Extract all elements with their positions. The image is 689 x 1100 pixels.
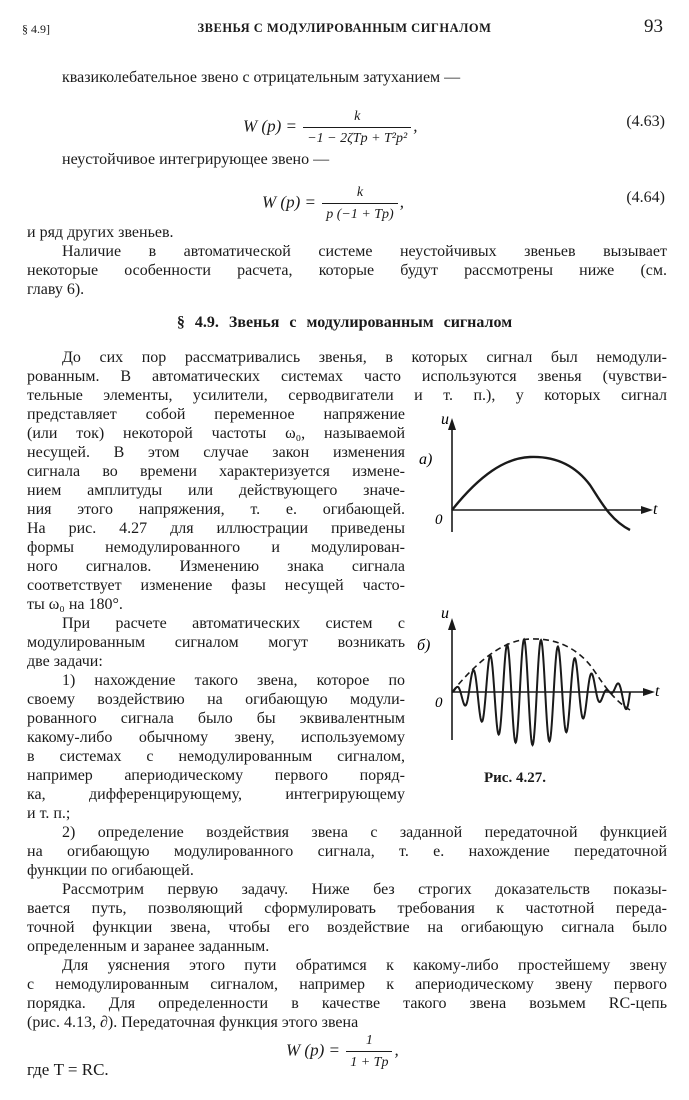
figure-4-27 bbox=[405, 400, 675, 770]
denominator: p (−1 + Tp) bbox=[322, 203, 398, 224]
figure-b bbox=[417, 605, 660, 745]
arrow-up-icon bbox=[448, 418, 456, 430]
text-line: рованным. В автоматических системах часто используются звенья (чувстви- bbox=[27, 368, 667, 385]
text-line: Для уяснения этого пути обратимся к какому-либо простейшему звену bbox=[62, 957, 667, 974]
text-line: ния этого напряжения, т. е. огибающей. bbox=[27, 501, 405, 518]
fraction bbox=[303, 107, 411, 148]
text-line: 1) нахождение такого звена, которое по bbox=[62, 672, 405, 689]
text-line: сигнала во времени характеризуется измене- bbox=[27, 463, 405, 480]
text-line: где T = RC. bbox=[27, 1060, 109, 1079]
text-line: какому-либо обычному звену, используемому bbox=[27, 729, 405, 746]
numerator: 1 bbox=[365, 1033, 373, 1048]
text-line: например апериодическому первого поряд- bbox=[27, 767, 405, 784]
formula-rc: W (p) = $\frac{1}{1 + Tp}$ , bbox=[286, 1033, 399, 1070]
text-line: определенным и заранее заданным. bbox=[27, 938, 270, 955]
header-section-ref: § 4.9] bbox=[22, 22, 50, 36]
figure-caption: Рис. 4.27. bbox=[484, 770, 546, 786]
formula-lhs: W (p) = bbox=[262, 192, 316, 212]
text-line: ка, дифференцирующему, интегрирующему bbox=[27, 786, 405, 803]
text-line: модулированным сигналом могут возникать bbox=[27, 634, 405, 651]
text-line: (рис. 4.13, ∂). Передаточная функция этого звена bbox=[27, 1014, 359, 1031]
numerator: k bbox=[354, 109, 361, 124]
text-line: При расчете автоматических систем с bbox=[62, 615, 405, 632]
formula-lhs: W (p) = bbox=[286, 1040, 340, 1060]
text-line: функции по огибающей. bbox=[27, 862, 194, 879]
text-line: некоторые особенности расчета, которые будут рассмотрены ниже (см. bbox=[27, 262, 667, 279]
text-line: 2) определение воздействия звена с заданной передаточной функцией bbox=[62, 824, 667, 841]
text-line: тельные элементы, усилители, серводвигатели и т. п.), у которых сигнал bbox=[27, 387, 667, 404]
t-label-b: t bbox=[655, 683, 660, 700]
text-line: квазиколебательное звено с отрицательным затуханием — bbox=[62, 69, 461, 86]
formula-4-63: W (p) = $\frac{k}{\text{−1 − 2ζTp + T²p²}}$ , bbox=[243, 109, 418, 146]
label-a: а) bbox=[419, 451, 433, 468]
t-label-a: t bbox=[653, 501, 658, 518]
text-line: точной функции звена, чтобы его воздействие на огибающую сигнала было bbox=[27, 919, 667, 936]
zero-label-a: 0 bbox=[435, 512, 443, 528]
text-line: (или ток) некоторой частоты ω₀, называемой bbox=[27, 425, 405, 442]
header-title: ЗВЕНЬЯ С МОДУЛИРОВАННЫМ СИГНАЛОМ bbox=[197, 21, 492, 35]
fraction bbox=[346, 1031, 392, 1072]
denominator: −1 − 2ζTp + T²p² bbox=[303, 127, 411, 148]
text-line: две задачи: bbox=[27, 653, 103, 670]
zero-label-b: 0 bbox=[435, 695, 443, 711]
formula-4-64: W (p) = $\frac{k}{p (-1 + Tp)}$ , bbox=[262, 185, 404, 222]
text-line: Рассмотрим первую задачу. Ниже без строгих доказательств показы- bbox=[62, 881, 667, 898]
section-heading: § 4.9. Звенья с модулированным сигналом bbox=[176, 314, 513, 331]
text-line: с немодулированным сигналом, например к апериодическому звену первого bbox=[27, 976, 667, 993]
text-line: порядка. Для определенности в качестве такого звена возьмем RC-цепь bbox=[27, 995, 667, 1012]
formula-lhs: W (p) = bbox=[243, 116, 297, 136]
text-line: главу 6). bbox=[27, 281, 85, 298]
text-line: вается путь, позволяющий сформулировать требования к частотной переда- bbox=[27, 900, 667, 917]
arrow-right-icon bbox=[641, 506, 653, 514]
label-b: б) bbox=[417, 637, 431, 654]
text-line: На рис. 4.27 для иллюстрации приведены bbox=[27, 520, 405, 537]
figure-a bbox=[419, 411, 658, 532]
u-label-b: u bbox=[441, 605, 449, 622]
u-label-a: u bbox=[441, 411, 449, 428]
text-line: неустойчивое интегрирующее звено — bbox=[62, 151, 330, 168]
arrow-right-icon bbox=[643, 688, 655, 696]
text-line: формы немодулированного и модулирован- bbox=[27, 539, 405, 556]
text-line: в системах с немодулированным сигналом, bbox=[27, 748, 405, 765]
text-line: ного сигналов. Изменению знака сигнала bbox=[27, 558, 405, 575]
envelope-curve-a bbox=[452, 457, 630, 530]
text-line: и ряд других звеньев. bbox=[27, 224, 174, 241]
text-line: своему воздействию на огибающую модули- bbox=[27, 691, 405, 708]
numerator: k bbox=[356, 185, 364, 200]
page-number: 93 bbox=[644, 16, 663, 37]
text-line: рованного сигнала было бы эквивалентным bbox=[27, 710, 405, 727]
fraction bbox=[322, 183, 398, 224]
text-line: несущей. В этом случае закон изменения bbox=[27, 444, 405, 461]
text-line: представляет собой переменное напряжение bbox=[27, 406, 405, 423]
equation-number: (4.63) bbox=[626, 113, 665, 130]
text-line: нием амплитуды или действующего значе- bbox=[27, 482, 405, 499]
text-line: До сих пор рассматривались звенья, в которых сигнал был немодули- bbox=[62, 349, 667, 366]
equation-number: (4.64) bbox=[626, 189, 665, 206]
denominator: 1 + Tp bbox=[346, 1051, 392, 1072]
text-line: и т. п.; bbox=[27, 805, 71, 822]
text-line: на огибающую модулированного сигнала, т. е. нахождение передаточной bbox=[27, 843, 667, 860]
text-line: ты ω₀ на 180°. bbox=[27, 596, 123, 613]
arrow-up-icon bbox=[448, 618, 456, 630]
text-line: соответствует изменение фазы несущей часто- bbox=[27, 577, 405, 594]
text-line: Наличие в автоматической системе неустойчивых звеньев вызывает bbox=[62, 243, 667, 260]
